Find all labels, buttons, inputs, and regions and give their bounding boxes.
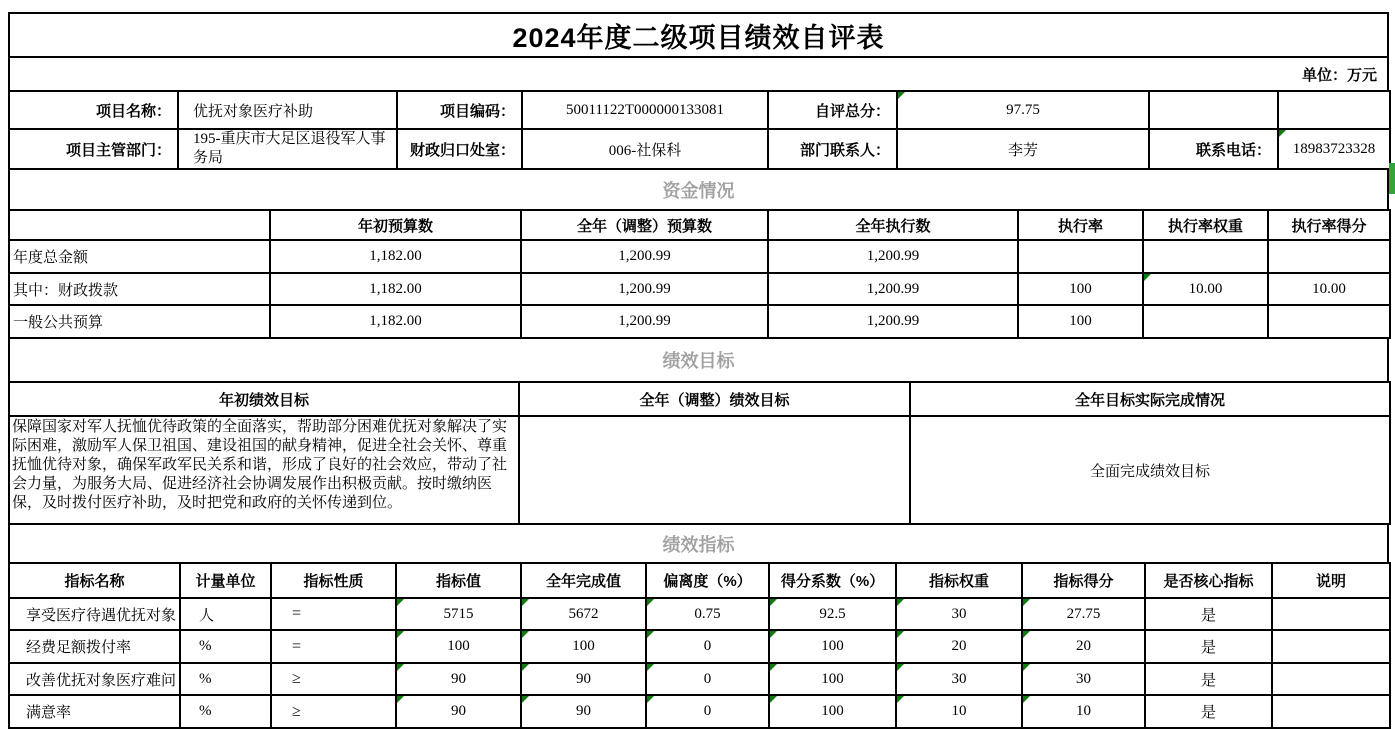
section-header-indicators: 绩效指标 (8, 525, 1389, 562)
empty-cell (1149, 91, 1278, 129)
self-evaluation-form (8, 12, 1389, 729)
column-header: 年初绩效目标 (9, 382, 519, 416)
cell: 是 (1145, 598, 1272, 630)
cell: 是 (1145, 695, 1272, 728)
column-header (9, 210, 270, 240)
cell: ≥ (271, 663, 396, 695)
cell: 0.75 (646, 598, 769, 630)
cell: 90 (396, 695, 521, 728)
section-header-goals: 绩效目标 (8, 339, 1389, 381)
column-header: 得分系数（%） (769, 563, 896, 598)
cell: 100 (521, 630, 646, 663)
cell: 10.00 (1143, 273, 1268, 305)
row-label: 一般公共预算 (9, 305, 270, 338)
finance-office-value: 006-社保科 (522, 129, 768, 169)
cell: 30 (896, 663, 1022, 695)
project-code-label: 项目编码： (397, 91, 522, 129)
column-header: 年初预算数 (270, 210, 521, 240)
empty-cell (1278, 91, 1390, 129)
cell: 100 (769, 695, 896, 728)
project-info-table (8, 90, 1391, 170)
phone-label: 联系电话： (1149, 129, 1278, 169)
contact-value: 李芳 (897, 129, 1149, 169)
cell: 100 (1018, 305, 1143, 338)
cell: 27.75 (1022, 598, 1145, 630)
indicator-row (9, 695, 1390, 728)
cell: 90 (396, 663, 521, 695)
indicator-name: 改善优抚对象医疗难问 (9, 663, 180, 695)
cell: 90 (521, 663, 646, 695)
cell: 100 (769, 663, 896, 695)
cell: = (271, 630, 396, 663)
indicator-row (9, 663, 1390, 695)
cell: 90 (521, 695, 646, 728)
column-header: 全年（调整）绩效目标 (519, 382, 910, 416)
cell: 30 (896, 598, 1022, 630)
cell (1272, 630, 1390, 663)
cell: 1,200.99 (521, 240, 768, 273)
cell: 5715 (396, 598, 521, 630)
cell: 人 (180, 598, 271, 630)
cell (1268, 240, 1390, 273)
cell: 10 (896, 695, 1022, 728)
cell: 0 (646, 663, 769, 695)
dept-label: 项目主管部门： (9, 129, 178, 169)
column-header: 指标值 (396, 563, 521, 598)
dept-value: 195-重庆市大足区退役军人事务局 (178, 129, 397, 169)
self-score-value: 97.75 (897, 91, 1149, 129)
cell (1272, 695, 1390, 728)
goals-content-row (9, 416, 1390, 524)
cell: 1,182.00 (270, 305, 521, 338)
cell: 10 (1022, 695, 1145, 728)
indicator-row (9, 630, 1390, 663)
funding-row-total (9, 240, 1390, 273)
cell: 20 (896, 630, 1022, 663)
project-name-value: 优抚对象医疗补助 (178, 91, 397, 129)
green-edge-marker (1389, 163, 1395, 194)
cell (1018, 240, 1143, 273)
cell: % (180, 663, 271, 695)
info-row-1 (9, 91, 1390, 129)
column-header: 执行率得分 (1268, 210, 1390, 240)
cell: 是 (1145, 663, 1272, 695)
column-header: 计量单位 (180, 563, 271, 598)
cell: 100 (1018, 273, 1143, 305)
goals-header-row (9, 382, 1390, 416)
cell: % (180, 695, 271, 728)
cell: % (180, 630, 271, 663)
info-row-2 (9, 129, 1390, 169)
row-label: 其中：财政拨款 (9, 273, 270, 305)
indicator-name: 满意率 (9, 695, 180, 728)
cell: 1,182.00 (270, 240, 521, 273)
column-header: 全年目标实际完成情况 (910, 382, 1390, 416)
row-label: 年度总金额 (9, 240, 270, 273)
cell: ≥ (271, 695, 396, 728)
unit-note: 单位：万元 (8, 58, 1389, 90)
column-header: 指标名称 (9, 563, 180, 598)
cell: 92.5 (769, 598, 896, 630)
cell (1272, 598, 1390, 630)
column-header: 指标得分 (1022, 563, 1145, 598)
initial-goal-text: 保障国家对军人抚恤优待政策的全面落实，帮助部分困难优抚对象解决了实际困难，激励军人保卫祖国、建设祖国的献身精神，促进全社会关怀、尊重抚恤优待对象，确保军政军民关系和谐，形成了良好的社会效应，带动了社会力量，为服务大局、促进经济社会协调发展作出积极贡献。按时缴纳医保，及时拨付医疗补助，及时把党和政府的关怀传递到位。 (9, 416, 519, 524)
cell: 1,182.00 (270, 273, 521, 305)
column-header: 全年完成值 (521, 563, 646, 598)
funding-row-fiscal (9, 273, 1390, 305)
column-header: 是否核心指标 (1145, 563, 1272, 598)
cell: 1,200.99 (768, 273, 1018, 305)
cell: 30 (1022, 663, 1145, 695)
cell: 1,200.99 (521, 273, 768, 305)
actual-completion-text: 全面完成绩效目标 (910, 416, 1390, 524)
indicators-table (8, 562, 1391, 729)
cell: 0 (646, 695, 769, 728)
cell: 100 (396, 630, 521, 663)
column-header: 全年（调整）预算数 (521, 210, 768, 240)
finance-office-label: 财政归口处室： (397, 129, 522, 169)
column-header: 指标性质 (271, 563, 396, 598)
cell: 0 (646, 630, 769, 663)
cell: 5672 (521, 598, 646, 630)
column-header: 全年执行数 (768, 210, 1018, 240)
cell: = (271, 598, 396, 630)
adjusted-goal-text (519, 416, 910, 524)
cell (1272, 663, 1390, 695)
cell: 1,200.99 (768, 240, 1018, 273)
column-header: 指标权重 (896, 563, 1022, 598)
funding-table (8, 209, 1391, 339)
goals-table (8, 381, 1391, 525)
cell (1143, 240, 1268, 273)
project-code-value: 50011122T000000133081 (522, 91, 768, 129)
column-header: 执行率权重 (1143, 210, 1268, 240)
indicator-name: 享受医疗待遇优抚对象 (9, 598, 180, 630)
funding-header-row (9, 210, 1390, 240)
cell: 1,200.99 (768, 305, 1018, 338)
section-header-funding: 资金情况 (8, 170, 1389, 209)
contact-label: 部门联系人： (768, 129, 897, 169)
cell (1143, 305, 1268, 338)
cell: 10.00 (1268, 273, 1390, 305)
cell: 100 (769, 630, 896, 663)
cell: 1,200.99 (521, 305, 768, 338)
column-header: 执行率 (1018, 210, 1143, 240)
indicator-name: 经费足额拨付率 (9, 630, 180, 663)
funding-row-public-budget (9, 305, 1390, 338)
self-score-label: 自评总分： (768, 91, 897, 129)
cell: 20 (1022, 630, 1145, 663)
phone-value: 18983723328 (1278, 129, 1390, 169)
cell (1268, 305, 1390, 338)
form-title: 2024年度二级项目绩效自评表 (8, 12, 1389, 58)
column-header: 说明 (1272, 563, 1390, 598)
cell: 是 (1145, 630, 1272, 663)
indicator-row (9, 598, 1390, 630)
indicators-header-row (9, 563, 1390, 598)
column-header: 偏离度（%） (646, 563, 769, 598)
project-name-label: 项目名称： (9, 91, 178, 129)
